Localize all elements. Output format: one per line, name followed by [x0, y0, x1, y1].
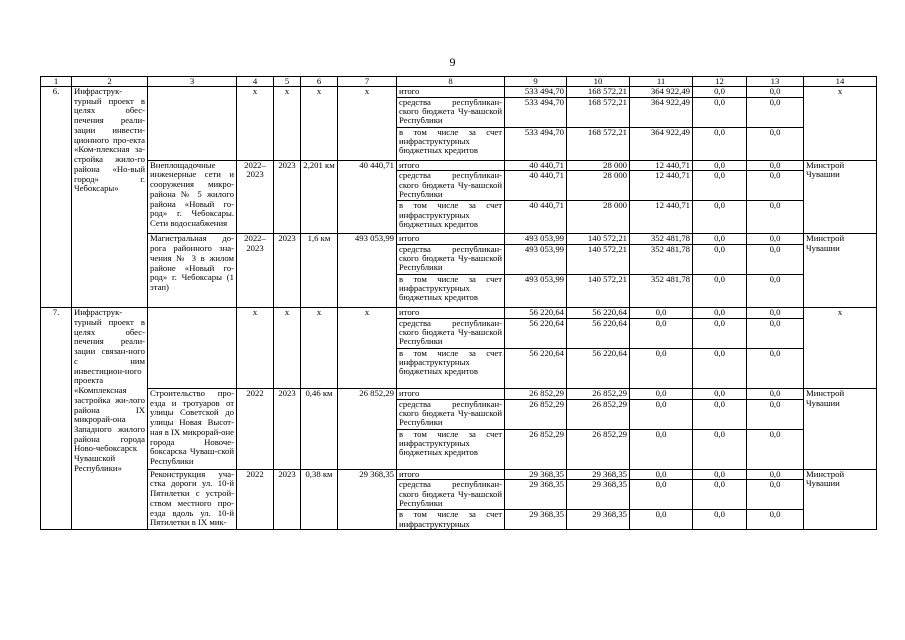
x-mark: x — [274, 87, 301, 161]
x-mark: x — [338, 87, 397, 161]
amount-cell: 0,0 — [747, 245, 804, 275]
column-number: 2 — [72, 77, 148, 87]
source-label: итого — [397, 469, 505, 480]
amount-cell: 56 220,64 — [567, 318, 630, 348]
source-label: средства республикан-ского бюджета Чу-вашской Республики — [397, 480, 505, 510]
estimated-cost: 29 368,35 — [338, 469, 397, 529]
amount-cell: 29 368,35 — [505, 510, 567, 529]
column-number: 7 — [338, 77, 397, 87]
amount-cell: 12 440,71 — [630, 171, 693, 201]
amount-cell: 29 368,35 — [567, 469, 630, 480]
amount-cell: 0,0 — [747, 388, 804, 399]
page-number: 9 — [449, 55, 456, 69]
object-name: Магистральная до-рога районного зна-чения № 3 в жилом районе «Новый го-род» г. Чебоксары (1 этап) — [148, 234, 237, 308]
executor: Минстрой Чувашии — [804, 469, 877, 529]
amount-cell: 28 000 — [567, 171, 630, 201]
amount-cell: 0,0 — [693, 234, 747, 245]
start-year: 2022–2023 — [237, 160, 274, 234]
amount-cell: 26 852,29 — [567, 388, 630, 399]
amount-cell: 28 000 — [567, 201, 630, 234]
amount-cell: 0,0 — [747, 87, 804, 98]
amount-cell: 0,0 — [630, 388, 693, 399]
amount-cell: 140 572,21 — [567, 234, 630, 245]
amount-cell: 364 922,49 — [630, 87, 693, 98]
object-name: Строительство про-езда и тротуаров от улицы Советской до улицы Новая Высот-ная в IX микрорай-оне города Новоче-боксарска Чуваш-ской Республики — [148, 388, 237, 469]
column-number: 12 — [693, 77, 747, 87]
table-row — [41, 388, 877, 399]
amount-cell: 0,0 — [693, 201, 747, 234]
amount-cell: 0,0 — [747, 469, 804, 480]
source-label: средства республикан-ского бюджета Чу-вашской Республики — [397, 318, 505, 348]
amount-cell: 0,0 — [630, 480, 693, 510]
amount-cell: 140 572,21 — [567, 245, 630, 275]
table-row — [41, 160, 877, 171]
end-year: 2023 — [274, 234, 301, 308]
amount-cell: 26 852,29 — [505, 388, 567, 399]
amount-cell: 0,0 — [747, 275, 804, 308]
start-year: 2022 — [237, 388, 274, 469]
table-row — [41, 234, 877, 245]
amount-cell: 0,0 — [747, 234, 804, 245]
amount-cell: 29 368,35 — [505, 469, 567, 480]
amount-cell: 0,0 — [693, 480, 747, 510]
column-number-row — [41, 77, 877, 87]
amount-cell: 0,0 — [630, 510, 693, 529]
source-label: итого — [397, 87, 505, 98]
column-number: 4 — [237, 77, 274, 87]
end-year: 2023 — [274, 469, 301, 529]
amount-cell: 40 440,71 — [505, 201, 567, 234]
source-label: средства республикан-ского бюджета Чу-вашской Республики — [397, 245, 505, 275]
amount-cell: 533 494,70 — [505, 97, 567, 127]
column-number: 13 — [747, 77, 804, 87]
amount-cell: 352 481,78 — [630, 245, 693, 275]
object-name: Внеплощадочные инженерные сети и сооружения микро-района № 5 жилого района «Новый го-род» г. Чебоксары. Сети водоснабжения — [148, 160, 237, 234]
estimated-cost: 493 053,99 — [338, 234, 397, 308]
amount-cell: 0,0 — [747, 127, 804, 160]
amount-cell: 0,0 — [747, 318, 804, 348]
amount-cell: 0,0 — [747, 429, 804, 469]
amount-cell: 56 220,64 — [505, 348, 567, 388]
amount-cell: 0,0 — [630, 429, 693, 469]
amount-cell: 0,0 — [630, 399, 693, 429]
object-name: Реконструкция уча-стка дороги ул. 10-й Пятилетки с устрой-ством местного про-езда вдоль ул. 10-й Пятилетки в IX мик- — [148, 469, 237, 529]
amount-cell: 0,0 — [693, 510, 747, 529]
amount-cell: 168 572,21 — [567, 127, 630, 160]
amount-cell: 0,0 — [693, 97, 747, 127]
amount-cell: 26 852,29 — [505, 399, 567, 429]
table-row — [41, 469, 877, 480]
amount-cell: 0,0 — [630, 469, 693, 480]
table-row — [41, 308, 877, 319]
amount-cell: 40 440,71 — [505, 160, 567, 171]
amount-cell: 0,0 — [630, 318, 693, 348]
amount-cell: 0,0 — [747, 348, 804, 388]
capacity: 1,6 км — [301, 234, 338, 308]
amount-cell: 0,0 — [693, 160, 747, 171]
amount-cell: 0,0 — [630, 308, 693, 319]
amount-cell: 0,0 — [747, 308, 804, 319]
column-number: 8 — [397, 77, 505, 87]
x-mark: x — [237, 308, 274, 389]
source-label: средства республикан-ского бюджета Чу-вашской Республики — [397, 97, 505, 127]
project-number: 7. — [41, 308, 72, 529]
source-label: итого — [397, 388, 505, 399]
amount-cell: 168 572,21 — [567, 87, 630, 98]
source-label: в том числе за счет инфраструктурных — [397, 510, 505, 529]
project-name: Инфраструк-турный проект в целях обес-печения реали-зации связан-ного с ним инвестицион-ного проекта «Комплексная застройка жи-лого района IX микрорай-она Западного жилого района города Ново-чебоксарск Чувашской Республики» — [72, 308, 148, 529]
amount-cell: 0,0 — [630, 348, 693, 388]
amount-cell: 0,0 — [693, 429, 747, 469]
amount-cell: 0,0 — [747, 399, 804, 429]
financing-table — [40, 76, 877, 530]
source-label: в том числе за счет инфраструктурных бюджетных кредитов — [397, 348, 505, 388]
column-number: 10 — [567, 77, 630, 87]
x-mark: x — [804, 87, 877, 161]
amount-cell: 40 440,71 — [505, 171, 567, 201]
estimated-cost: 26 852,29 — [338, 388, 397, 469]
end-year: 2023 — [274, 388, 301, 469]
source-label: итого — [397, 308, 505, 319]
column-number: 11 — [630, 77, 693, 87]
amount-cell: 28 000 — [567, 160, 630, 171]
capacity: 0,46 км — [301, 388, 338, 469]
amount-cell: 493 053,99 — [505, 234, 567, 245]
source-label: итого — [397, 234, 505, 245]
source-label: средства республикан-ского бюджета Чу-вашской Республики — [397, 399, 505, 429]
source-label: в том числе за счет инфраструктурных бюджетных кредитов — [397, 275, 505, 308]
executor: Минстрой Чувашии — [804, 234, 877, 308]
x-mark: x — [274, 308, 301, 389]
x-mark: x — [301, 87, 338, 161]
amount-cell: 56 220,64 — [505, 318, 567, 348]
amount-cell: 168 572,21 — [567, 97, 630, 127]
amount-cell: 29 368,35 — [505, 480, 567, 510]
amount-cell: 0,0 — [693, 275, 747, 308]
executor: Минстрой Чувашии — [804, 388, 877, 469]
amount-cell: 56 220,64 — [567, 308, 630, 319]
amount-cell: 26 852,29 — [505, 429, 567, 469]
amount-cell: 0,0 — [693, 469, 747, 480]
amount-cell: 29 368,35 — [567, 480, 630, 510]
amount-cell: 533 494,70 — [505, 87, 567, 98]
column-number: 1 — [41, 77, 72, 87]
amount-cell: 0,0 — [747, 160, 804, 171]
source-label: в том числе за счет инфраструктурных бюджетных кредитов — [397, 127, 505, 160]
amount-cell: 493 053,99 — [505, 245, 567, 275]
executor: Минстрой Чувашии — [804, 160, 877, 234]
project-name: Инфраструк-турный проект в целях обес-печения реали-зации инвести-ционного про-екта «Ком-плексная за-стройка жило-го района «Но-вый город» г. Чебоксары» — [72, 87, 148, 308]
source-label: итого — [397, 160, 505, 171]
amount-cell: 56 220,64 — [567, 348, 630, 388]
column-number: 5 — [274, 77, 301, 87]
amount-cell: 0,0 — [693, 388, 747, 399]
amount-cell: 140 572,21 — [567, 275, 630, 308]
column-number: 6 — [301, 77, 338, 87]
amount-cell: 364 922,49 — [630, 97, 693, 127]
amount-cell: 493 053,99 — [505, 275, 567, 308]
column-number: 9 — [505, 77, 567, 87]
amount-cell: 352 481,78 — [630, 234, 693, 245]
estimated-cost: 40 440,71 — [338, 160, 397, 234]
start-year: 2022–2023 — [237, 234, 274, 308]
amount-cell: 0,0 — [693, 308, 747, 319]
amount-cell: 0,0 — [693, 318, 747, 348]
amount-cell: 56 220,64 — [505, 308, 567, 319]
x-mark: x — [301, 308, 338, 389]
amount-cell: 0,0 — [693, 171, 747, 201]
amount-cell: 0,0 — [747, 510, 804, 529]
x-mark: x — [338, 308, 397, 389]
amount-cell: 0,0 — [747, 480, 804, 510]
amount-cell: 12 440,71 — [630, 160, 693, 171]
source-label: средства республикан-ского бюджета Чу-вашской Республики — [397, 171, 505, 201]
amount-cell: 533 494,70 — [505, 127, 567, 160]
amount-cell: 0,0 — [693, 87, 747, 98]
amount-cell: 12 440,71 — [630, 201, 693, 234]
amount-cell: 29 368,35 — [567, 510, 630, 529]
amount-cell: 26 852,29 — [567, 399, 630, 429]
capacity: 0,38 км — [301, 469, 338, 529]
amount-cell: 0,0 — [747, 201, 804, 234]
amount-cell: 352 481,78 — [630, 275, 693, 308]
start-year: 2022 — [237, 469, 274, 529]
table-row — [41, 87, 877, 98]
amount-cell: 364 922,49 — [630, 127, 693, 160]
object-name-empty — [148, 308, 237, 389]
column-number: 3 — [148, 77, 237, 87]
capacity: 2,201 км — [301, 160, 338, 234]
x-mark: x — [804, 308, 877, 389]
amount-cell: 0,0 — [693, 245, 747, 275]
amount-cell: 0,0 — [747, 171, 804, 201]
amount-cell: 26 852,29 — [567, 429, 630, 469]
column-number: 14 — [804, 77, 877, 87]
source-label: в том числе за счет инфраструктурных бюджетных кредитов — [397, 429, 505, 469]
amount-cell: 0,0 — [693, 127, 747, 160]
x-mark: x — [237, 87, 274, 161]
source-label: в том числе за счет инфраструктурных бюджетных кредитов — [397, 201, 505, 234]
end-year: 2023 — [274, 160, 301, 234]
project-number: 6. — [41, 87, 72, 308]
amount-cell: 0,0 — [747, 97, 804, 127]
amount-cell: 0,0 — [693, 399, 747, 429]
amount-cell: 0,0 — [693, 348, 747, 388]
object-name-empty — [148, 87, 237, 161]
